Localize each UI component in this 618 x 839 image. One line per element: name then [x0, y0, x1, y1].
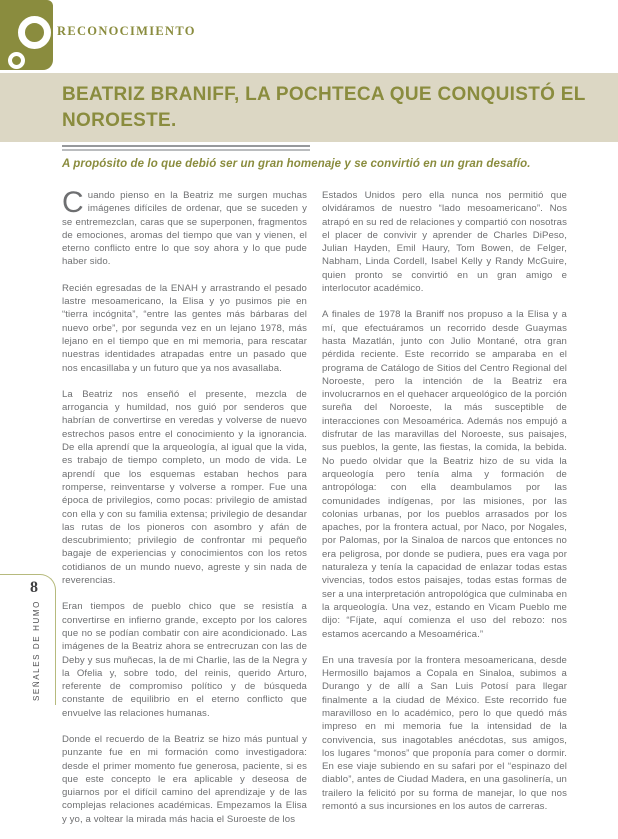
paragraph [62, 186, 307, 269]
circles-logo-icon [0, 0, 53, 70]
article-subtitle: A propósito de lo que debió ser un gran homenaje y se convirtió en un gran desafío. [62, 158, 531, 170]
small-circle-icon [8, 52, 25, 69]
left-column [62, 186, 307, 839]
right-column [322, 189, 567, 839]
paragraph: En una travesía por la frontera mesoamericana, desde Hermosillo bajamos a Copala en Sinaloa, subimos a Durango y de allí a San Luis Potosí para llegar finalmente a la ciudad de México. Este recorrido fue maravilloso en lo académico, pero lo que quedó más impreso en mi memoria fue la intensidad de la convivencia, sus inagotables anécdotas, sus amigos, los lugares “monos” que proponía para comer o dormir. En ese viaje subiendo en su safari por el “espinazo del diablo”, antes de Ciudad Madera, en una gasolinería, un trailero la felicitó por su forma de manejar, lo que nos remontó a sus incursiones en los autos de carreras. [322, 654, 567, 813]
paragraph: A finales de 1978 la Braniff nos propuso a la Elisa y a mí, que efectuáramos un recorrido desde Guaymas hasta Mazatlán, junto con Julio Montané, otra gran pérdida reciente. Este recorrido se amparaba en el programa de Catálogo de Sitios del Centro Regional del Noroeste, pero la intención de la Beatriz era involucrarnos en el quehacer arqueológico de la porción sureña del Noroeste, la más susceptible de interacciones con Mesoamérica. Además nos empujó a disfrutar de las maravillas del Noroeste, sus paisajes, sus pueblos, la gente, las fiestas, la comida, la bebida. No puedo olvidar que la Beatriz hizo de su vida la arqueología pero tenía alma y formación de antropóloga: con ella deambulamos por las comunidades indígenas, por las misiones, por las colonias urbanas, por los pueblos arrasados por los apaches, por la frontera actual, por Naco, por Nogales, por Palomas, por la Sinaloa de narcos que entonces no era peligrosa, por donde se pudiera, pues era vaga por naturaleza y tenía la capacidad de enlazar todas estas vivencias, todos estos paisajes, todas estas formas de ser a una interpretación antropológica que culminaba en la arqueología. Una vez, estando en Vicam Pueblo me dijo: “Fíjate, aquí comienza el uso del rebozo: nos estamos acercando a Mesoamérica.” [322, 309, 567, 640]
article-body [62, 186, 567, 839]
page-title: BEATRIZ BRANIFF, LA POCHTECA QUE CONQUISTÓ EL NOROESTE. [62, 84, 586, 131]
paragraph-text: uando pienso en la Beatriz me surgen muchas imágenes difíciles de ordenar, que se suceden y se entremezclan, caras que se superponen, fragmentos de emociones, aromas del tiempo que van y vienen, el eterno conflicto entre lo que soy ahora y lo que pude haber sido. [62, 190, 307, 268]
paragraph: La Beatriz nos enseñó el presente, mezcla de arrogancia y humildad, nos guió por senderos que habrían de convertirse en veredas y volverse de nuevo estrechos pasos entre el conocimiento y la ignorancia. De ella aprendí que la arqueología, al igual que la vida, es trabajo de tiempo completo, un modo de vida. Le aprendí que los esquemas estaban hechos para romperse, reinventarse y volverse a romper. Fue una época de privilegios, como pocas: privilegio de amistad con ella y con su familia extensa; privilegio de desandar las rutas de los pioneros con asombro y afán de descubrimiento; privilegio de confrontar mi pequeño bagaje de experiencias y conocimientos con los retos cotidianos de un mundo nuevo, agreste y sin nada de reverencias. [62, 388, 307, 587]
paragraph: Recién egresadas de la ENAH y arrastrando el pesado lastre mesoamericano, la Elisa y yo pusimos pie en “tierra incógnita”, “entre las gentes más bárbaras del nuevo orbe”, por segunda vez en un lejano 1978, más lejano en el tiempo que en mi memoria, para rescatar nuestras identidades atrapadas entre un pasado que nos encasillaba y un futuro que ya nos avasallaba. [62, 282, 307, 374]
title-band [0, 73, 618, 142]
large-circle-icon [18, 16, 51, 49]
journal-name: SEÑALES DE HUMO [32, 600, 41, 701]
paragraph: Estados Unidos pero ella nunca nos permitió que olvidáramos de nuestro “lado mesoamericano”. Nos atrapó en su red de relaciones y compartió con nosotras el placer de convivir y aprender de Charles DiPeso, Julian Hayden, Emil Haury, Tom Bowen, de Felger, Nabham, Linda Cordell, Isabel Kelly y Randy McGuire, quien pronto se convirtió en un gran amigo e interlocutor académico. [322, 190, 567, 295]
section-label: RECONOCIMIENTO [57, 24, 196, 38]
paragraph: Donde el recuerdo de la Beatriz se hizo más puntual y punzante fue en mi formación como investigadora: desde el primer momento fue generosa, paciente, si es que este concepto le era aplicable y deseosa de guiarnos por el difícil camino del aprendizaje y de las complejas relaciones académicas. Empezamos la Elisa y yo, a voltear la mirada más hacia el Suroeste de los [62, 733, 307, 825]
page-number: 8 [30, 579, 38, 596]
margin-bracket-line [0, 574, 56, 705]
drop-cap: C [62, 186, 84, 219]
title-divider [62, 145, 310, 151]
paragraph: Eran tiempos de pueblo chico que se resistía a convertirse en infierno grande, excepto por los calores que no se podían combatir con aire acondicionado. Las imágenes de la Beatriz ahora se entrecruzan con las de Deby y sus muñecas, la de mi Charlie, las de la Negra y la Ofelia y, sobre todo, del reinis, querido Arturo, referente de compromiso político y de búsqueda constante de equilibrio en el eterno conflicto que envuelve las relaciones humanas. [62, 601, 307, 719]
